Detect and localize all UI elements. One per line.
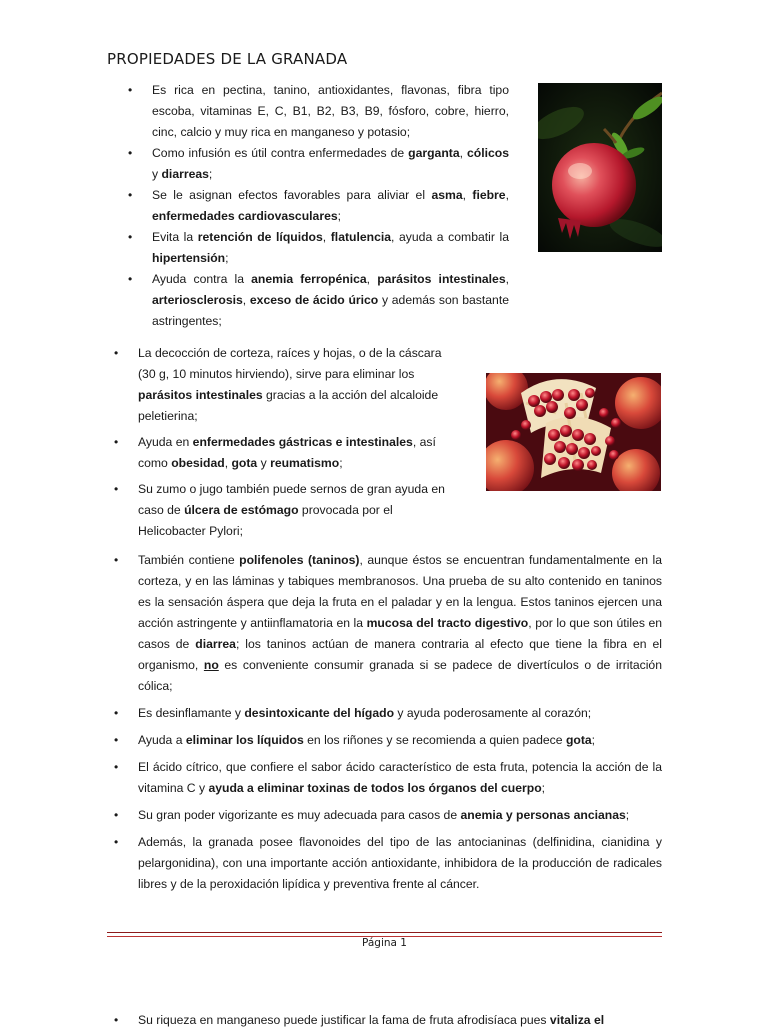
text-segment: Se le asignan efectos favorables para aliviar el xyxy=(152,188,432,202)
text-segment: en los riñones y se recomienda a quien padece xyxy=(303,733,566,747)
bold-term: cólicos xyxy=(467,146,509,160)
text-segment: Su zumo o jugo también puede sernos de gran ayuda en caso de xyxy=(138,482,445,517)
list-item xyxy=(152,143,509,185)
text-segment: , xyxy=(462,188,473,202)
bold-term: diarrea xyxy=(195,637,236,651)
bullet-list-remedies xyxy=(138,343,454,547)
text-segment: ; xyxy=(337,209,342,223)
cut-pomegranates-photo xyxy=(486,373,661,491)
bold-term: exceso de ácido úrico xyxy=(249,293,379,307)
text-segment: , ayuda a combatir la xyxy=(391,230,509,244)
bold-term: arteriosclerosis xyxy=(152,293,243,307)
text-segment: La decocción de corteza, raíces y hojas, o de la cáscara (30 g, 10 minutos hirviendo), sirve para eliminar los xyxy=(138,346,442,381)
bold-term: anemia ferropénica xyxy=(251,272,367,286)
bold-term: gota xyxy=(231,456,258,470)
text-segment: ; xyxy=(208,167,213,181)
text-segment: Su riqueza en manganeso puede justificar la fama de fruta afrodisíaca pues xyxy=(138,1013,550,1027)
list-item xyxy=(152,185,509,227)
list-item xyxy=(138,550,662,697)
text-segment: Ayuda contra la xyxy=(152,272,252,286)
bold-term: vitaliza el xyxy=(549,1013,605,1027)
list-item xyxy=(152,227,509,269)
underlined-term: no xyxy=(203,658,219,672)
bold-term: diarreas xyxy=(161,167,209,181)
text-segment: Su gran poder vigorizante es muy adecuada para casos de xyxy=(138,808,461,822)
text-segment: provocada por el Helicobacter Pylori; xyxy=(138,503,393,538)
bold-term: hipertensión xyxy=(152,251,226,265)
bullet-list-benefits xyxy=(138,550,662,901)
text-segment: También contiene xyxy=(138,553,240,567)
bold-term: obesidad xyxy=(171,456,225,470)
bullet-list-next-page xyxy=(138,1010,662,1031)
list-item xyxy=(138,805,662,826)
bold-term: gota xyxy=(565,733,592,747)
text-segment: El ácido cítrico, que confiere el sabor ácido característico de esta fruta, potencia la acción de la vitamina C y xyxy=(138,760,662,795)
text-segment: Como infusión es útil contra enfermedades de xyxy=(152,146,409,160)
text-segment: , por lo que son útiles en casos de xyxy=(138,616,663,651)
list-item xyxy=(138,479,454,542)
text-segment: ; xyxy=(541,781,546,795)
list-item xyxy=(152,80,509,143)
text-segment: , xyxy=(459,146,467,160)
bold-term: reumatismo xyxy=(270,456,340,470)
text-segment: y ayuda poderosamente al corazón; xyxy=(394,706,592,720)
bold-term: mucosa del tracto digestivo xyxy=(366,616,529,630)
text-segment: , xyxy=(242,293,250,307)
list-item xyxy=(138,1010,662,1031)
text-segment: , xyxy=(505,188,509,202)
text-segment: , aunque éstos se encuentran fundamentalmente en la corteza, y en las láminas y tabiques membranosos. Una prueba de su alto contenido en taninos es la sensación áspera que deja la fruta en el paladar y en la lengua. Estos taninos ejercen una acción astringente y antiinflamatoria en la xyxy=(138,553,663,630)
text-segment: ; xyxy=(625,808,630,822)
bold-term xyxy=(204,658,219,672)
text-segment: ; xyxy=(225,251,229,265)
bold-term: parásitos intestinales xyxy=(138,388,263,402)
pomegranate-on-branch-photo xyxy=(538,83,662,252)
bold-term: enfermedades gástricas e intestinales xyxy=(192,435,413,449)
text-segment: ; los taninos actúan de manera contraria al efecto que tiene la fibra en el organismo, xyxy=(138,637,662,672)
bullet-list-properties xyxy=(152,80,509,332)
footer-rule-top xyxy=(107,932,662,933)
bold-term: polifenoles (taninos) xyxy=(239,553,360,567)
text-segment: , xyxy=(366,272,378,286)
text-segment: Es desinflamante y xyxy=(138,706,245,720)
bold-term: retención de líquidos xyxy=(197,230,323,244)
bold-term: desintoxicante del hígado xyxy=(244,706,395,720)
page-number: Página 1 xyxy=(362,937,407,949)
text-segment: Además, la granada posee flavonoides del tipo de las antocianinas (delfinidina, cianidina y pelargonidina), con una importante acción antioxidante, inhibidora de la producción de radicales libres y de la peroxidación lipídica y preventiva frente al cáncer. xyxy=(138,835,662,891)
list-item xyxy=(152,269,509,332)
list-item xyxy=(138,432,454,474)
text-segment: , xyxy=(322,230,331,244)
bold-term: úlcera de estómago xyxy=(184,503,299,517)
text-segment: , xyxy=(224,456,232,470)
bold-term: ayuda a eliminar toxinas de todos los órganos del cuerpo xyxy=(208,781,542,795)
text-segment: ; xyxy=(591,733,596,747)
bold-term: anemia y personas ancianas xyxy=(460,808,626,822)
page-title: PROPIEDADES DE LA GRANADA xyxy=(107,50,348,68)
text-segment: Evita la xyxy=(152,230,198,244)
list-item xyxy=(138,757,662,799)
text-segment: ; xyxy=(339,456,343,470)
bold-term: enfermedades cardiovasculares xyxy=(152,209,338,223)
bold-term: flatulencia xyxy=(330,230,392,244)
text-segment: Ayuda a xyxy=(138,733,186,747)
bold-term: garganta xyxy=(408,146,460,160)
text-segment: es conveniente consumir granada si se padece de divertículos o de irritación cólica; xyxy=(138,658,662,693)
list-item xyxy=(138,832,662,895)
bold-term: eliminar los líquidos xyxy=(185,733,304,747)
text-segment: , así como xyxy=(138,435,436,470)
list-item xyxy=(138,703,662,724)
list-item xyxy=(138,730,662,751)
text-segment: y xyxy=(257,456,271,470)
bold-term: parásitos intestinales xyxy=(377,272,506,286)
list-item xyxy=(138,343,454,427)
bold-term: fiebre xyxy=(472,188,506,202)
text-segment: Ayuda en xyxy=(138,435,193,449)
text-segment: , xyxy=(505,272,510,286)
text-segment: gracias a la acción del alcaloide peletierina; xyxy=(138,388,439,423)
bold-term: asma xyxy=(431,188,463,202)
text-segment: y además son bastante astringentes; xyxy=(152,293,509,328)
text-segment: y xyxy=(152,167,162,181)
text-segment: Es rica en pectina, tanino, antioxidantes, flavonas, fibra tipo escoba, vitaminas E, C, B1, B2, B3, B9, fósforo, cobre, hierro, cinc, calcio y muy rica en manganeso y potasio; xyxy=(152,83,509,139)
